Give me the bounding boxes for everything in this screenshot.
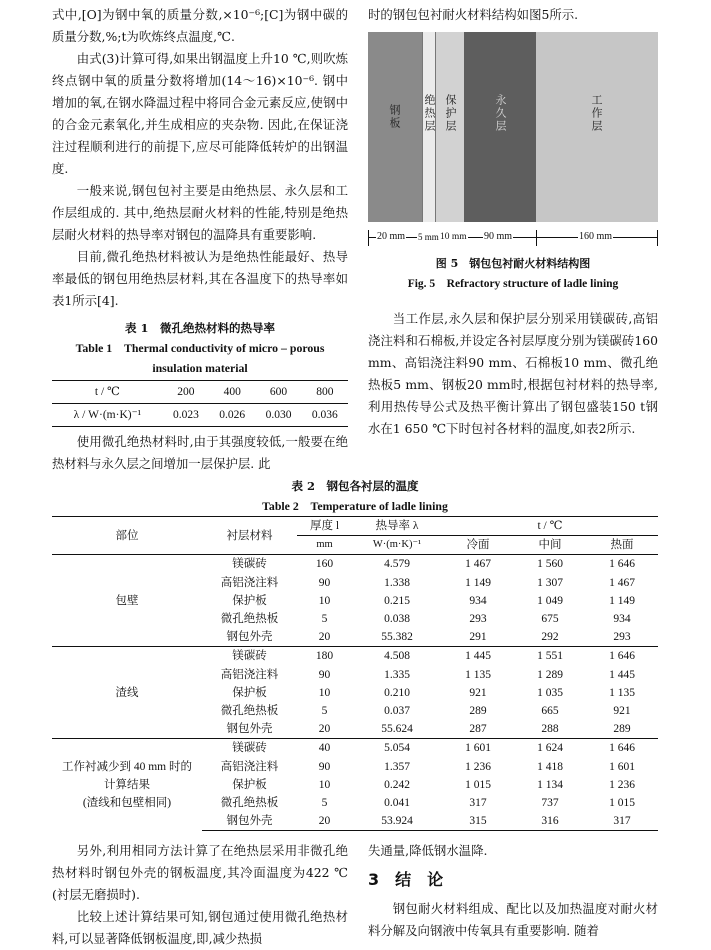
table2-part-label: 渣线 [115,686,139,699]
table1-value: 0.026 [209,404,255,427]
table2-cell: 高铝浇注料 [220,760,279,773]
table2-header-thickness-unit: mm [297,536,352,555]
table2-cell: 0.215 [384,594,410,607]
table2-cell: 保护板 [232,686,267,699]
table2-cell: 317 [469,796,487,809]
table2-cell: 钢包外壳 [226,631,273,644]
table2-cell: 钢包外壳 [226,723,273,736]
table2-cell: 1.357 [384,760,410,773]
table2-cell: 1 646 [586,647,658,666]
table2-cell: 1 149 [609,594,635,607]
dimension-label: 20 mm [376,228,406,246]
table2-cell: 737 [541,796,559,809]
paragraph-temperature-effect: 由式(3)计算可得,如果出钢温度上升10 ℃,则吹炼终点钢中氧的质量分数将增加(14～16)×10⁻⁶. 钢中增加的氧,在钢水降温过程中将同合金元素反应,使钢中的合金元素氧化,并生成相应的夹杂物. 因此,在保证浇注过程顺利进行的前提下,应尽可能降低转炉的出钢温度. [52,51,348,176]
table2-cell: 1 135 [609,686,635,699]
table2-cell: 20 [318,631,331,644]
dimension-label: 160 mm [578,228,613,246]
table2-cell: 5 [321,613,328,626]
table2-cell: 5 [321,704,328,717]
table1-caption-cn: 表 1 微孔绝热材料的热导率 [124,321,275,335]
table2-cell: 934 [469,594,487,607]
table2-cell: 1 015 [609,796,635,809]
table2-part-label: 计算结果 [104,778,150,791]
paragraph-conclusion: 钢包耐火材料组成、配比以及加热温度对耐火材料分解及向钢液中传氧具有重要影响. 随着 [368,901,658,938]
table1-caption-en-1: Table 1 Thermal conductivity of micro – porous [75,341,325,355]
paragraph-calculation: 当工作层,永久层和保护层分别采用镁碳砖,高铝浇注料和石棉板,并设定各衬层厚度分别为镁碳砖160 mm、高铝浇注料90 mm、石棉板10 mm、微孔绝热板5 mm、钢板20 mm时,根据包衬材料的热导率,利用热传导公式及热平衡计算出了钢包盛装150 t钢水在1 650 ℃下时包衬各材料的温度,如表2所示. [368,311,658,436]
table2-cell: 90 [318,668,331,681]
table2-cell: 微孔绝热板 [220,704,279,717]
table1-temp: 200 [163,381,209,404]
table2-header-material: 衬层材料 [202,517,297,555]
table2-cell: 钢包外壳 [202,812,297,831]
table2-cell: 1 646 [586,739,658,758]
table2-cell: 55.382 [381,631,413,644]
table2-header-middle: 中间 [514,536,586,555]
table-row [52,555,658,574]
table2-cell: 0.038 [384,613,410,626]
table2-cell: 160 [297,555,352,574]
paragraph-comparison: 比较上述计算结果可知,钢包通过使用微孔绝热材料,可以显著降低钢板温度,即,减少热损 [52,909,348,946]
table2 [52,516,658,831]
layer-label: 工作层 [590,94,603,133]
table2-cell: 镁碳砖 [202,739,297,758]
table2-cell: 921 [613,704,631,717]
table2-cell: 1 236 [609,778,635,791]
table2-cell: 1 551 [514,647,586,666]
table2-cell: 675 [541,613,559,626]
paragraph-continuation: 失通量,降低钢水温降. [368,843,488,858]
table2-cell: 镁碳砖 [202,647,297,666]
bottom-left-text [52,840,348,950]
paragraph-micro-porous: 目前,微孔绝热材料被认为是绝热性能最好、热导率最低的钢包用绝热层材料,其在各温度下的热导率如表1所示[4]. [52,249,348,308]
table1-row1-label: t / ℃ [52,381,163,404]
table2-caption-cn: 表 2 钢包各衬层的温度 [291,479,419,493]
table2-cell: 20 [318,723,331,736]
table2-part-cell [52,739,202,831]
table2-cell: 288 [541,723,559,736]
table2-cell: 287 [469,723,487,736]
table2-header-lambda-unit: W·(m·K)⁻¹ [352,536,442,555]
table2-cell: 317 [586,812,658,831]
table2-cell: 1 445 [442,647,514,666]
table2-header-temp: t / ℃ [442,517,658,536]
table2-cell: 保护板 [232,778,267,791]
table2-cell: 55.624 [381,723,413,736]
table2-cell: 180 [297,647,352,666]
table2-cell: 53.924 [352,812,442,831]
table2-cell: 10 [318,778,331,791]
table2-cell: 1.338 [384,576,410,589]
table2-cell: 1 134 [537,778,563,791]
table2-cell: 291 [469,631,487,644]
right-column [368,4,658,440]
table2-cell: 4.508 [352,647,442,666]
table1-value: 0.030 [255,404,301,427]
table2-caption-en: Table 2 Temperature of ladle lining [262,499,448,513]
table2-cell: 5 [321,796,328,809]
table1-value: 0.023 [163,404,209,427]
table1-temp: 600 [255,381,301,404]
table-row [52,739,658,758]
table2-cell: 保护板 [232,594,267,607]
table2-block [52,476,658,831]
table2-cell: 1 135 [465,668,491,681]
paragraph-protective-layer: 使用微孔绝热材料时,由于其强度较低,一般要在绝热材料与永久层之间增加一层保护层. 此 [52,434,348,471]
table2-cell: 微孔绝热板 [220,613,279,626]
layer-label: 保护层 [444,94,457,133]
table2-cell: 40 [297,739,352,758]
table2-cell: 934 [613,613,631,626]
table2-cell: 315 [442,812,514,831]
table1-value: 0.036 [302,404,348,427]
table1-caption-en-2: insulation material [152,361,248,375]
table2-cell: 1 049 [537,594,563,607]
table2-cell: 292 [541,631,559,644]
table2-cell: 316 [514,812,586,831]
table2-header-thickness: 厚度 l [297,517,352,536]
paragraph-formula-notes: 式中,[O]为钢中氧的质量分数,×10⁻⁶;[C]为钢中碳的质量分数,%;t为吹炼终点温度,℃. [52,7,348,44]
dimension-line [368,228,658,248]
table2-cell: 0.041 [384,796,410,809]
table2-cell: 1 418 [537,760,563,773]
table2-cell: 1 560 [514,555,586,574]
table1-temp: 400 [209,381,255,404]
figure5-caption-cn: 图 5 钢包包衬耐火材料结构图 [435,257,591,270]
table2-cell: 293 [613,631,631,644]
layer-label: 永久层 [494,94,507,133]
paragraph-non-microporous: 另外,利用相同方法计算了在绝热层采用非微孔绝热材料时钢包外壳的钢板温度,其冷面温度为422 ℃(衬层无磨损时). [52,843,348,902]
layer-label: 钢板 [388,104,401,130]
table-row [52,647,658,666]
table2-part-label: (渣线和包壁相同) [82,796,172,809]
table2-cell: 90 [318,760,331,773]
table2-cell: 5.054 [352,739,442,758]
bottom-right-text [368,840,658,942]
table2-cell: 665 [541,704,559,717]
left-column [52,4,348,475]
table2-cell: 90 [318,576,331,589]
layer-label: 绝热层 [423,94,436,133]
table1-row2-label: λ / W·(m·K)⁻¹ [52,404,163,427]
table2-cell: 1 035 [537,686,563,699]
table2-header-part: 部位 [52,517,202,555]
figure5-caption-en: Fig. 5 Refractory structure of ladle lining [407,278,619,290]
dimension-label: 5 mm [417,228,440,246]
table2-cell: 1 307 [537,576,563,589]
dimension-label: 90 mm [483,228,513,246]
table2-cell: 高铝浇注料 [220,576,279,589]
paragraph-figure-ref: 时的钢包包衬耐火材料结构如图5所示. [368,7,579,22]
table2-cell: 1 601 [609,760,635,773]
table2-cell: 1 601 [442,739,514,758]
table2-cell: 20 [297,812,352,831]
table2-cell: 1 646 [586,555,658,574]
section-title-conclusion: 3 结 论 [368,870,444,889]
table2-cell: 10 [318,686,331,699]
table2-cell: 10 [318,594,331,607]
table2-cell: 1 467 [609,576,635,589]
paragraph-lining-structure: 一般来说,钢包包衬主要是由绝热层、永久层和工作层组成的. 其中,绝热层耐火材料的性能,特别是绝热层耐火材料的热导率对钢包的温降具有重要影响. [52,183,348,242]
figure5-diagram [368,32,658,254]
table2-cell: 1.335 [384,668,410,681]
table2-header-lambda: 热导率 λ [352,517,442,536]
table2-cell: 1 236 [465,760,491,773]
table2-cell: 1 149 [465,576,491,589]
table2-cell: 4.579 [352,555,442,574]
table1 [52,380,348,427]
table2-cell: 289 [469,704,487,717]
table2-cell: 微孔绝热板 [220,796,279,809]
table2-cell: 1 289 [537,668,563,681]
dimension-label: 10 mm [439,228,468,246]
table2-cell: 1 624 [514,739,586,758]
table2-cell: 高铝浇注料 [220,668,279,681]
table1-temp: 800 [302,381,348,404]
table2-part-cell [52,647,202,739]
table2-cell: 1 445 [609,668,635,681]
table2-cell: 921 [469,686,487,699]
table2-header-cold: 冷面 [442,536,514,555]
table2-part-label: 工作衬减少到 40 mm 时的 [61,760,192,773]
table2-cell: 1 467 [442,555,514,574]
table2-cell: 289 [613,723,631,736]
table2-cell: 0.037 [384,704,410,717]
table2-part-cell [52,555,202,647]
table2-cell: 293 [469,613,487,626]
table2-header-hot: 热面 [586,536,658,555]
table2-cell: 0.242 [384,778,410,791]
table2-body [52,555,658,831]
table2-cell: 0.210 [384,686,410,699]
table2-part-label: 包壁 [115,594,139,607]
table2-cell: 镁碳砖 [202,555,297,574]
table2-cell: 1 015 [465,778,491,791]
